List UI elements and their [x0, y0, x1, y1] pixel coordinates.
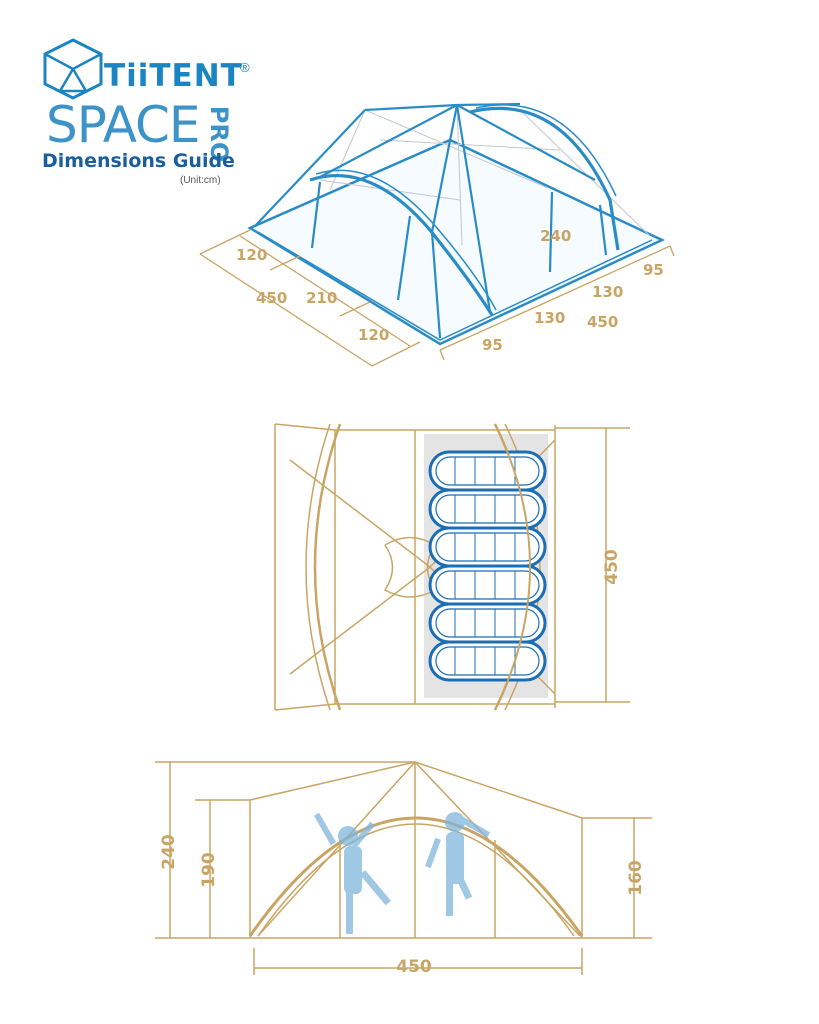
sleeping-bag — [430, 452, 545, 490]
side-view-height-190: 190 — [199, 852, 219, 888]
iso-label-130-left: 130 — [534, 309, 566, 327]
side-view-height-160: 160 — [626, 860, 646, 896]
sleeping-bags — [430, 452, 545, 680]
unit-label: (Unit:cm) — [180, 175, 221, 186]
iso-label-450-left: 450 — [256, 289, 288, 307]
iso-label-120-bottom: 120 — [358, 326, 390, 344]
isometric-tent-view — [250, 104, 662, 344]
iso-label-120-top: 120 — [236, 246, 268, 264]
iso-label-450-right: 450 — [587, 313, 619, 331]
side-view-width-450: 450 — [396, 957, 432, 977]
product-name: SPACE — [46, 96, 200, 154]
person-silhouette-right — [425, 812, 490, 916]
product-suffix: PRO — [205, 105, 233, 163]
registered-mark: ® — [240, 60, 250, 75]
person-silhouette-left — [314, 813, 391, 934]
side-view-height-240: 240 — [159, 834, 179, 870]
iso-label-210: 210 — [306, 289, 338, 307]
iso-label-height-240: 240 — [540, 227, 572, 245]
sleeping-bag — [430, 490, 545, 528]
guide-title: Dimensions Guide — [42, 150, 235, 172]
brand-name: TiiTENT — [104, 58, 243, 94]
side-view-elevation — [155, 762, 652, 975]
iso-label-95-right: 95 — [643, 261, 664, 279]
sleeping-bag — [430, 642, 545, 680]
iso-label-130-right: 130 — [592, 283, 624, 301]
top-view-depth-label: 450 — [602, 549, 622, 585]
iso-label-95-bottom: 95 — [482, 336, 503, 354]
